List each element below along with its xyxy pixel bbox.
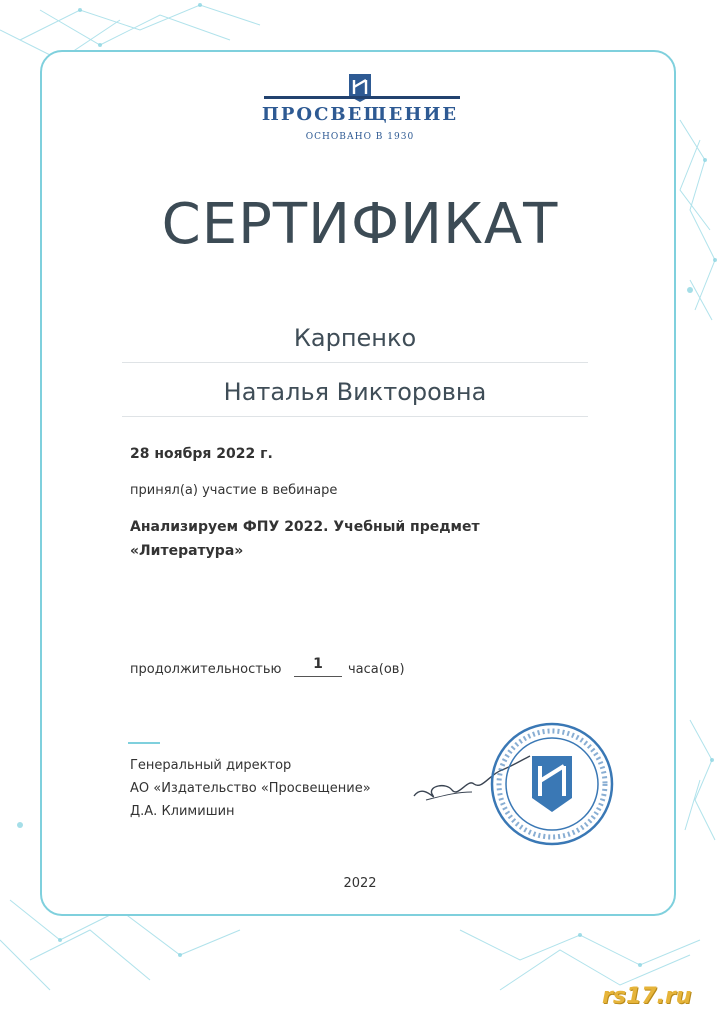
publisher-name: ПРОСВЕЩЕНИЕ — [261, 104, 459, 125]
certificate-year: 2022 — [343, 876, 377, 891]
brand-rule — [264, 96, 460, 99]
duration-unit: часа(ов) — [348, 662, 405, 677]
signatory-name: Д.А. Климишин — [130, 804, 235, 819]
webinar-title — [130, 515, 550, 563]
accent-rule — [128, 742, 160, 744]
site-watermark: rs17.ru — [602, 984, 692, 1009]
event-date: 28 ноября 2022 г. — [130, 446, 273, 462]
publisher-logo — [42, 72, 678, 108]
signatory-position: Генеральный директор — [130, 758, 292, 773]
participation-text: принял(а) участие в вебинаре — [130, 483, 338, 498]
certificate-title: СЕРТИФИКАТ — [161, 192, 559, 257]
signatory-organization: АО «Издательство «Просвещение» — [130, 781, 371, 796]
webinar-title-line1: Анализируем ФПУ 2022. Учебный предмет — [130, 519, 480, 535]
duration-value: 1 — [294, 656, 342, 677]
recipient-given-names: Наталья Викторовна — [122, 378, 588, 417]
certificate-card — [40, 50, 676, 916]
publisher-tagline: ОСНОВАНО В 1930 — [305, 132, 415, 142]
publisher-emblem-icon — [347, 72, 373, 104]
duration-label: продолжительностью — [130, 662, 282, 677]
recipient-surname: Карпенко — [122, 324, 588, 363]
webinar-title-line2: «Литература» — [130, 543, 244, 559]
official-stamp — [488, 720, 616, 848]
